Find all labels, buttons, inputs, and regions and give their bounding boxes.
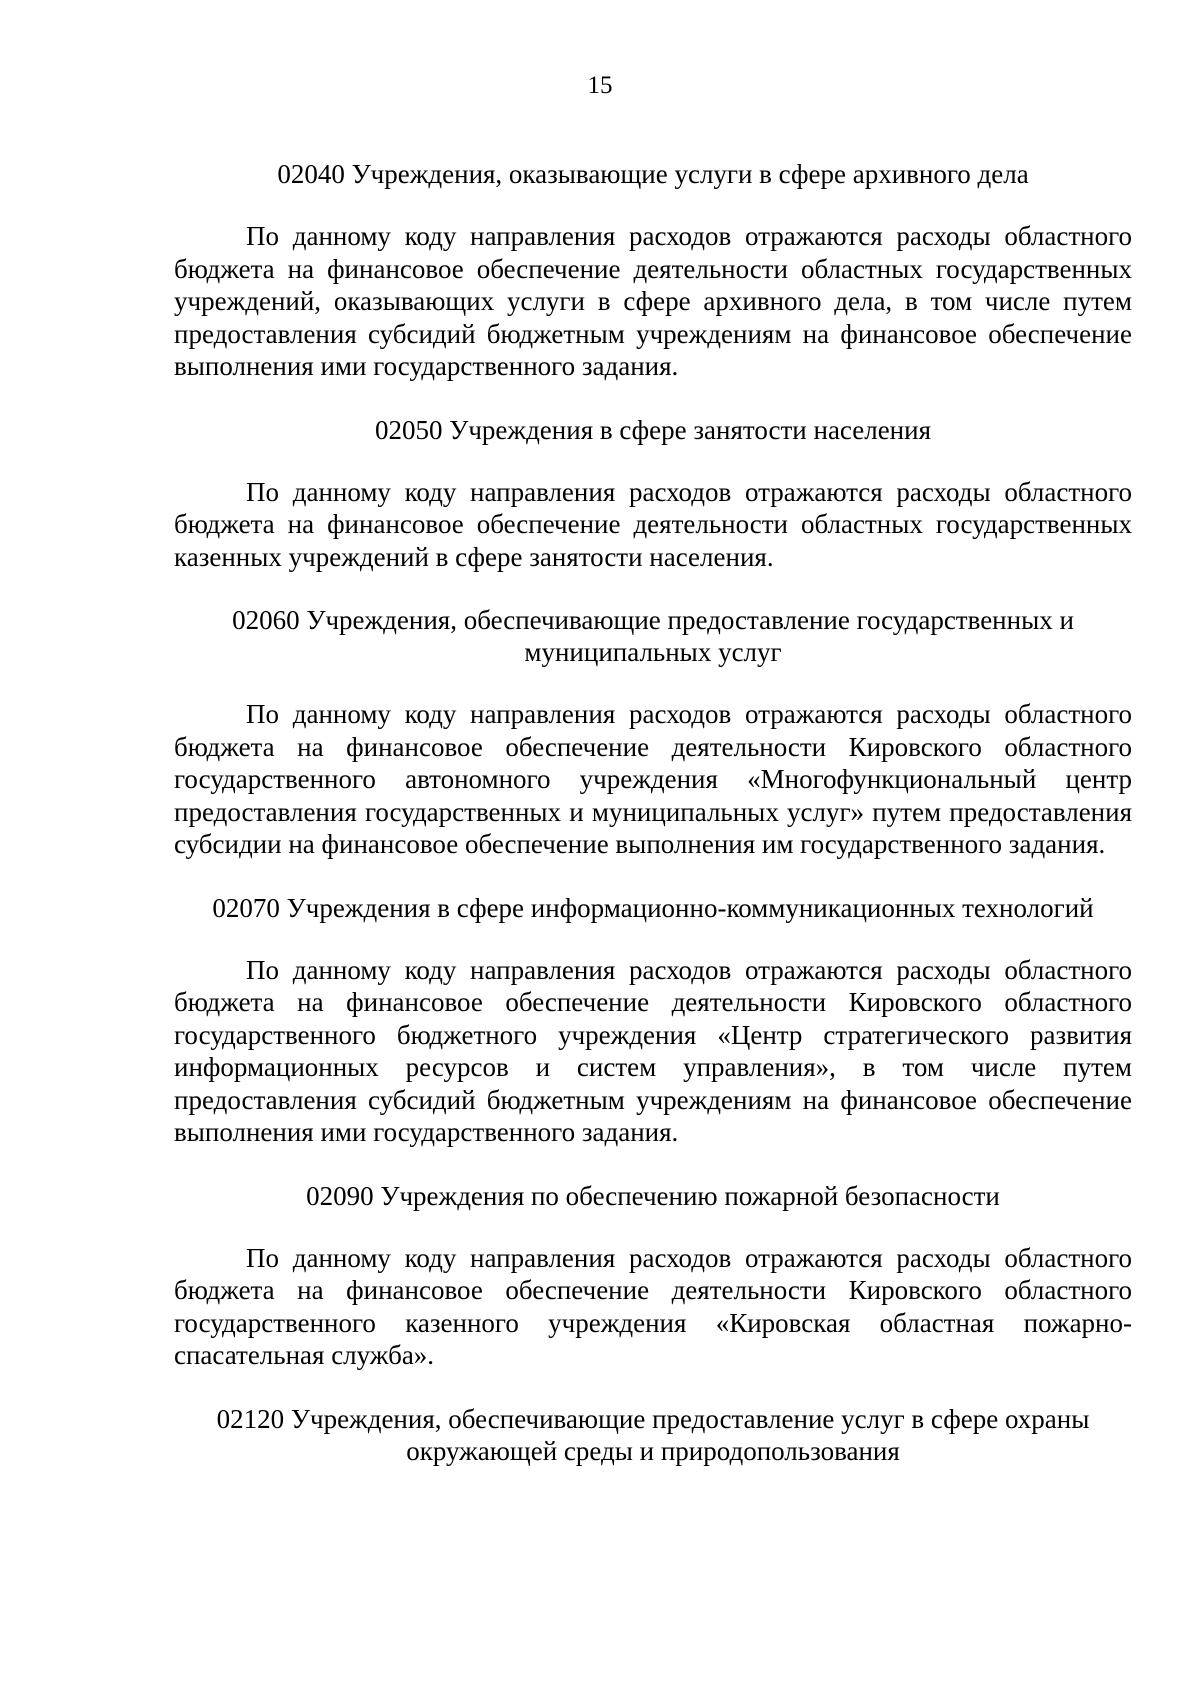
section-paragraph-02090: По данному коду направления расходов отражаются расходы областного бюджета на финансовое обеспечение деятельности Кировского областного государственного казенного учреждения «Кировская областная пожарно-спасательная служба». [174,1242,1132,1370]
section-paragraph-02040: По данному коду направления расходов отражаются расходы областного бюджета на финансовое обеспечение деятельности областных государственных учреждений, оказывающих услуги в сфере архивного дела, в том числе путем предоставления субсидий бюджетным учреждениям на финансовое обеспечение выполнения ими государственного задания. [174,221,1132,381]
section-paragraph-02070: По данному коду направления расходов отражаются расходы областного бюджета на финансовое обеспечение деятельности Кировского областного государственного бюджетного учреждения «Центр стратегического развития информационных ресурсов и систем управления», в том числе путем предоставления субсидий бюджетным учреждениям на финансовое обеспечение выполнения ими государственного задания. [174,954,1132,1147]
section-heading-02090: 02090 Учреждения по обеспечению пожарной безопасности [306,1180,1000,1211]
section-paragraph-02050: По данному коду направления расходов отражаются расходы областного бюджета на финансовое обеспечение деятельности областных государственных казенных учреждений в сфере занятости населения. [174,476,1132,572]
section-heading-02050: 02050 Учреждения в сфере занятости населения [374,414,932,445]
section-heading-02120: 02120 Учреждения, обеспечивающие предоставление услуг в сфере охраны окружающей среды и природопользования [216,1403,1090,1466]
section-heading-02070: 02070 Учреждения в сфере информационно-коммуникационных технологий [212,892,1094,923]
section-heading-02040: 02040 Учреждения, оказывающие услуги в сфере архивного дела [277,159,1029,189]
page-number: 15 [587,72,613,99]
document-body [174,158,1132,1497]
section-heading-02060: 02060 Учреждения, обеспечивающие предоставление государственных и муниципальных услуг [232,605,1074,667]
section-paragraph-02060: По данному коду направления расходов отражаются расходы областного бюджета на финансовое обеспечение деятельности Кировского областного государственного автономного учреждения «Многофункциональный центр предоставления государственных и муниципальных услуг» путем предоставления субсидии на финансовое обеспечение выполнения им государственного задания. [174,699,1132,859]
